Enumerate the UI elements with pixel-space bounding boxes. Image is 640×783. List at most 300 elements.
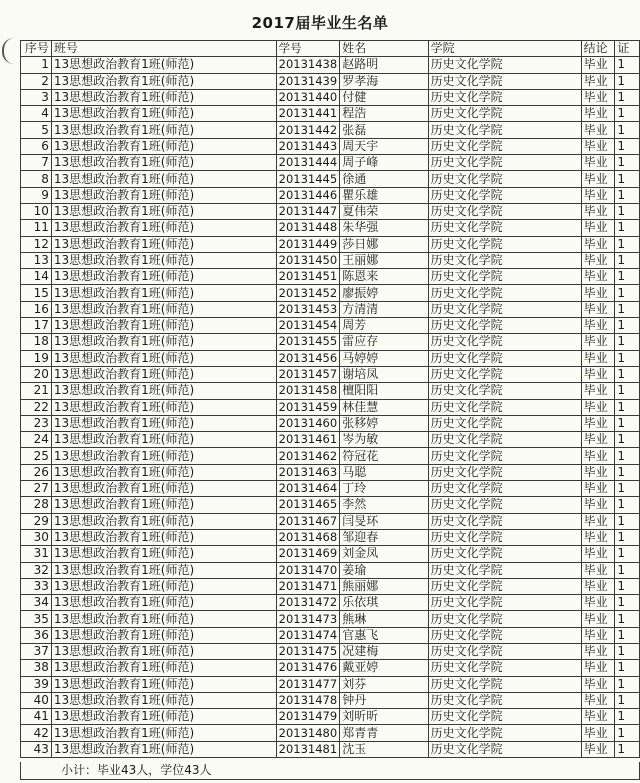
cell-extra: 1	[615, 497, 640, 513]
cell-result: 毕业	[581, 660, 615, 676]
cell-id: 20131470	[276, 562, 340, 578]
binding-mark	[2, 38, 20, 64]
cell-result: 毕业	[581, 546, 615, 562]
cell-result: 毕业	[581, 627, 615, 643]
cell-result: 毕业	[581, 432, 615, 448]
cell-class: 13思想政治教育1班(师范)	[51, 122, 276, 138]
table-row	[21, 692, 640, 708]
cell-college: 历史文化学院	[428, 725, 581, 741]
cell-id: 20131438	[276, 57, 340, 73]
cell-class: 13思想政治教育1班(师范)	[51, 89, 276, 105]
table-row	[21, 529, 640, 545]
table-row	[21, 546, 640, 562]
cell-extra: 1	[615, 709, 640, 725]
cell-no: 5	[21, 122, 52, 138]
cell-id: 20131458	[276, 383, 340, 399]
cell-no: 26	[21, 464, 52, 480]
cell-result: 毕业	[581, 269, 615, 285]
table-row	[21, 383, 640, 399]
header-no: 序号	[21, 41, 52, 57]
cell-name: 刘芬	[340, 676, 428, 692]
cell-no: 33	[21, 578, 52, 594]
table-row	[21, 122, 640, 138]
cell-college: 历史文化学院	[428, 546, 581, 562]
cell-class: 13思想政治教育1班(师范)	[51, 643, 276, 659]
cell-no: 19	[21, 350, 52, 366]
cell-id: 20131439	[276, 73, 340, 89]
cell-extra: 1	[615, 415, 640, 431]
cell-extra: 1	[615, 546, 640, 562]
cell-result: 毕业	[581, 171, 615, 187]
cell-college: 历史文化学院	[428, 481, 581, 497]
cell-result: 毕业	[581, 366, 615, 382]
cell-name: 周天宇	[340, 138, 428, 154]
cell-result: 毕业	[581, 415, 615, 431]
cell-id: 20131456	[276, 350, 340, 366]
cell-college: 历史文化学院	[428, 676, 581, 692]
cell-extra: 1	[615, 692, 640, 708]
cell-extra: 1	[615, 660, 640, 676]
cell-extra: 1	[615, 432, 640, 448]
table-row	[21, 318, 640, 334]
cell-no: 20	[21, 366, 52, 382]
cell-result: 毕业	[581, 89, 615, 105]
cell-result: 毕业	[581, 236, 615, 252]
cell-name: 马聪	[340, 464, 428, 480]
table-row	[21, 106, 640, 122]
cell-class: 13思想政治教育1班(师范)	[51, 709, 276, 725]
cell-name: 况建梅	[340, 643, 428, 659]
table-row	[21, 464, 640, 480]
cell-id: 20131467	[276, 513, 340, 529]
cell-result: 毕业	[581, 301, 615, 317]
cell-extra: 1	[615, 171, 640, 187]
cell-extra: 1	[615, 155, 640, 171]
cell-class: 13思想政治教育1班(师范)	[51, 57, 276, 73]
table-row	[21, 513, 640, 529]
cell-name: 赵路明	[340, 57, 428, 73]
cell-no: 24	[21, 432, 52, 448]
table-row	[21, 187, 640, 203]
cell-class: 13思想政治教育1班(师范)	[51, 448, 276, 464]
cell-id: 20131464	[276, 481, 340, 497]
cell-result: 毕业	[581, 529, 615, 545]
cell-class: 13思想政治教育1班(师范)	[51, 611, 276, 627]
cell-college: 历史文化学院	[428, 513, 581, 529]
cell-extra: 1	[615, 513, 640, 529]
cell-extra: 1	[615, 318, 640, 334]
table-row	[21, 725, 640, 741]
cell-class: 13思想政治教育1班(师范)	[51, 595, 276, 611]
cell-result: 毕业	[581, 350, 615, 366]
cell-name: 岑为敏	[340, 432, 428, 448]
cell-class: 13思想政治教育1班(师范)	[51, 513, 276, 529]
cell-college: 历史文化学院	[428, 497, 581, 513]
cell-class: 13思想政治教育1班(师范)	[51, 318, 276, 334]
cell-extra: 1	[615, 334, 640, 350]
cell-class: 13思想政治教育1班(师范)	[51, 497, 276, 513]
header-college: 学院	[428, 41, 581, 57]
cell-college: 历史文化学院	[428, 415, 581, 431]
cell-name: 闫旻环	[340, 513, 428, 529]
cell-id: 20131455	[276, 334, 340, 350]
cell-class: 13思想政治教育1班(师范)	[51, 432, 276, 448]
cell-class: 13思想政治教育1班(师范)	[51, 578, 276, 594]
cell-result: 毕业	[581, 497, 615, 513]
cell-college: 历史文化学院	[428, 236, 581, 252]
cell-extra: 1	[615, 595, 640, 611]
cell-no: 22	[21, 399, 52, 415]
cell-college: 历史文化学院	[428, 203, 581, 219]
cell-name: 官惠飞	[340, 627, 428, 643]
cell-result: 毕业	[581, 399, 615, 415]
cell-name: 刘金凤	[340, 546, 428, 562]
cell-id: 20131481	[276, 741, 340, 757]
table-row	[21, 57, 640, 73]
cell-name: 张移婷	[340, 415, 428, 431]
cell-result: 毕业	[581, 595, 615, 611]
cell-name: 林佳慧	[340, 399, 428, 415]
cell-name: 莎日娜	[340, 236, 428, 252]
cell-class: 13思想政治教育1班(师范)	[51, 187, 276, 203]
cell-result: 毕业	[581, 252, 615, 268]
cell-name: 罗孝海	[340, 73, 428, 89]
table-row	[21, 171, 640, 187]
cell-college: 历史文化学院	[428, 366, 581, 382]
table-row	[21, 301, 640, 317]
cell-name: 王丽娜	[340, 252, 428, 268]
cell-college: 历史文化学院	[428, 106, 581, 122]
cell-extra: 1	[615, 138, 640, 154]
cell-college: 历史文化学院	[428, 660, 581, 676]
cell-name: 姜瑜	[340, 562, 428, 578]
cell-id: 20131443	[276, 138, 340, 154]
cell-result: 毕业	[581, 692, 615, 708]
cell-id: 20131480	[276, 725, 340, 741]
cell-no: 16	[21, 301, 52, 317]
cell-id: 20131451	[276, 269, 340, 285]
table-row	[21, 415, 640, 431]
cell-college: 历史文化学院	[428, 692, 581, 708]
cell-result: 毕业	[581, 513, 615, 529]
cell-extra: 1	[615, 529, 640, 545]
cell-id: 20131440	[276, 89, 340, 105]
table-row	[21, 481, 640, 497]
table-row	[21, 578, 640, 594]
cell-college: 历史文化学院	[428, 464, 581, 480]
cell-name: 陈恩来	[340, 269, 428, 285]
table-row	[21, 138, 640, 154]
cell-no: 12	[21, 236, 52, 252]
cell-class: 13思想政治教育1班(师范)	[51, 285, 276, 301]
cell-name: 瞿乐雄	[340, 187, 428, 203]
table-body	[21, 57, 640, 758]
cell-no: 15	[21, 285, 52, 301]
cell-class: 13思想政治教育1班(师范)	[51, 725, 276, 741]
cell-name: 熊丽娜	[340, 578, 428, 594]
cell-no: 21	[21, 383, 52, 399]
cell-no: 37	[21, 643, 52, 659]
cell-id: 20131476	[276, 660, 340, 676]
cell-result: 毕业	[581, 106, 615, 122]
table-row	[21, 220, 640, 236]
cell-extra: 1	[615, 464, 640, 480]
cell-college: 历史文化学院	[428, 334, 581, 350]
cell-extra: 1	[615, 399, 640, 415]
cell-college: 历史文化学院	[428, 595, 581, 611]
cell-id: 20131468	[276, 529, 340, 545]
cell-no: 7	[21, 155, 52, 171]
cell-college: 历史文化学院	[428, 709, 581, 725]
cell-college: 历史文化学院	[428, 220, 581, 236]
cell-name: 周芳	[340, 318, 428, 334]
graduate-table	[20, 40, 640, 758]
table-row	[21, 709, 640, 725]
cell-name: 乐依琪	[340, 595, 428, 611]
cell-no: 25	[21, 448, 52, 464]
cell-name: 程浩	[340, 106, 428, 122]
cell-class: 13思想政治教育1班(师范)	[51, 334, 276, 350]
cell-college: 历史文化学院	[428, 285, 581, 301]
cell-name: 熊琳	[340, 611, 428, 627]
cell-result: 毕业	[581, 611, 615, 627]
cell-college: 历史文化学院	[428, 350, 581, 366]
cell-college: 历史文化学院	[428, 627, 581, 643]
cell-class: 13思想政治教育1班(师范)	[51, 73, 276, 89]
table-row	[21, 334, 640, 350]
cell-no: 17	[21, 318, 52, 334]
cell-name: 邹迎春	[340, 529, 428, 545]
cell-no: 3	[21, 89, 52, 105]
cell-class: 13思想政治教育1班(师范)	[51, 546, 276, 562]
table-header-row	[21, 41, 640, 57]
cell-id: 20131444	[276, 155, 340, 171]
cell-result: 毕业	[581, 643, 615, 659]
header-class: 班号	[51, 41, 276, 57]
cell-name: 戴亚婷	[340, 660, 428, 676]
cell-class: 13思想政治教育1班(师范)	[51, 562, 276, 578]
cell-name: 徐通	[340, 171, 428, 187]
cell-id: 20131465	[276, 497, 340, 513]
cell-extra: 1	[615, 187, 640, 203]
cell-extra: 1	[615, 383, 640, 399]
cell-class: 13思想政治教育1班(师范)	[51, 481, 276, 497]
cell-college: 历史文化学院	[428, 578, 581, 594]
cell-result: 毕业	[581, 334, 615, 350]
cell-id: 20131461	[276, 432, 340, 448]
cell-college: 历史文化学院	[428, 171, 581, 187]
cell-result: 毕业	[581, 481, 615, 497]
cell-name: 刘昕昕	[340, 709, 428, 725]
cell-class: 13思想政治教育1班(师范)	[51, 301, 276, 317]
cell-no: 10	[21, 203, 52, 219]
cell-college: 历史文化学院	[428, 611, 581, 627]
header-id: 学号	[276, 41, 340, 57]
cell-id: 20131478	[276, 692, 340, 708]
cell-extra: 1	[615, 481, 640, 497]
table-row	[21, 627, 640, 643]
cell-name: 张磊	[340, 122, 428, 138]
cell-id: 20131477	[276, 676, 340, 692]
cell-name: 钟丹	[340, 692, 428, 708]
cell-result: 毕业	[581, 73, 615, 89]
cell-id: 20131469	[276, 546, 340, 562]
cell-no: 41	[21, 709, 52, 725]
cell-name: 李然	[340, 497, 428, 513]
subtotal-row: 小计：毕业43人，学位43人	[20, 762, 640, 780]
cell-id: 20131441	[276, 106, 340, 122]
cell-college: 历史文化学院	[428, 187, 581, 203]
table-row	[21, 497, 640, 513]
cell-id: 20131460	[276, 415, 340, 431]
cell-class: 13思想政治教育1班(师范)	[51, 106, 276, 122]
cell-class: 13思想政治教育1班(师范)	[51, 741, 276, 757]
cell-no: 4	[21, 106, 52, 122]
cell-no: 2	[21, 73, 52, 89]
cell-extra: 1	[615, 366, 640, 382]
cell-result: 毕业	[581, 203, 615, 219]
cell-name: 付健	[340, 89, 428, 105]
cell-extra: 1	[615, 350, 640, 366]
cell-id: 20131457	[276, 366, 340, 382]
cell-name: 丁玲	[340, 481, 428, 497]
table-row	[21, 741, 640, 757]
cell-class: 13思想政治教育1班(师范)	[51, 399, 276, 415]
table-row	[21, 399, 640, 415]
cell-extra: 1	[615, 301, 640, 317]
cell-extra: 1	[615, 203, 640, 219]
table-row	[21, 89, 640, 105]
cell-result: 毕业	[581, 741, 615, 757]
cell-college: 历史文化学院	[428, 252, 581, 268]
cell-no: 1	[21, 57, 52, 73]
cell-no: 36	[21, 627, 52, 643]
cell-class: 13思想政治教育1班(师范)	[51, 464, 276, 480]
cell-class: 13思想政治教育1班(师范)	[51, 269, 276, 285]
cell-id: 20131472	[276, 595, 340, 611]
cell-result: 毕业	[581, 709, 615, 725]
cell-id: 20131459	[276, 399, 340, 415]
cell-no: 38	[21, 660, 52, 676]
cell-name: 方清清	[340, 301, 428, 317]
cell-no: 32	[21, 562, 52, 578]
table-row	[21, 155, 640, 171]
cell-no: 9	[21, 187, 52, 203]
table-row	[21, 252, 640, 268]
table-row	[21, 269, 640, 285]
cell-college: 历史文化学院	[428, 529, 581, 545]
cell-result: 毕业	[581, 725, 615, 741]
cell-result: 毕业	[581, 57, 615, 73]
cell-class: 13思想政治教育1班(师范)	[51, 155, 276, 171]
cell-college: 历史文化学院	[428, 383, 581, 399]
cell-result: 毕业	[581, 448, 615, 464]
cell-college: 历史文化学院	[428, 643, 581, 659]
cell-name: 符冠花	[340, 448, 428, 464]
header-result: 结论	[581, 41, 615, 57]
cell-extra: 1	[615, 676, 640, 692]
cell-class: 13思想政治教育1班(师范)	[51, 692, 276, 708]
cell-college: 历史文化学院	[428, 73, 581, 89]
cell-no: 13	[21, 252, 52, 268]
table-row	[21, 660, 640, 676]
cell-no: 40	[21, 692, 52, 708]
table-row	[21, 73, 640, 89]
cell-no: 18	[21, 334, 52, 350]
cell-no: 39	[21, 676, 52, 692]
cell-class: 13思想政治教育1班(师范)	[51, 138, 276, 154]
cell-no: 35	[21, 611, 52, 627]
header-name: 姓名	[340, 41, 428, 57]
cell-extra: 1	[615, 73, 640, 89]
cell-id: 20131454	[276, 318, 340, 334]
cell-college: 历史文化学院	[428, 89, 581, 105]
cell-college: 历史文化学院	[428, 155, 581, 171]
cell-result: 毕业	[581, 187, 615, 203]
cell-class: 13思想政治教育1班(师范)	[51, 236, 276, 252]
table-row	[21, 448, 640, 464]
cell-no: 30	[21, 529, 52, 545]
cell-class: 13思想政治教育1班(师范)	[51, 627, 276, 643]
cell-college: 历史文化学院	[428, 562, 581, 578]
cell-no: 29	[21, 513, 52, 529]
cell-extra: 1	[615, 285, 640, 301]
cell-result: 毕业	[581, 464, 615, 480]
cell-name: 周子峰	[340, 155, 428, 171]
cell-name: 夏伟荣	[340, 203, 428, 219]
table-row	[21, 350, 640, 366]
cell-id: 20131475	[276, 643, 340, 659]
cell-id: 20131462	[276, 448, 340, 464]
cell-extra: 1	[615, 448, 640, 464]
cell-result: 毕业	[581, 318, 615, 334]
cell-college: 历史文化学院	[428, 138, 581, 154]
cell-no: 42	[21, 725, 52, 741]
cell-class: 13思想政治教育1班(师范)	[51, 383, 276, 399]
cell-id: 20131471	[276, 578, 340, 594]
cell-extra: 1	[615, 643, 640, 659]
cell-no: 11	[21, 220, 52, 236]
table-row	[21, 236, 640, 252]
cell-id: 20131453	[276, 301, 340, 317]
table-row	[21, 562, 640, 578]
cell-class: 13思想政治教育1班(师范)	[51, 366, 276, 382]
cell-extra: 1	[615, 236, 640, 252]
cell-result: 毕业	[581, 122, 615, 138]
cell-class: 13思想政治教育1班(师范)	[51, 415, 276, 431]
cell-id: 20131463	[276, 464, 340, 480]
cell-college: 历史文化学院	[428, 57, 581, 73]
cell-extra: 1	[615, 611, 640, 627]
cell-college: 历史文化学院	[428, 122, 581, 138]
cell-extra: 1	[615, 106, 640, 122]
cell-result: 毕业	[581, 285, 615, 301]
table-row	[21, 611, 640, 627]
cell-college: 历史文化学院	[428, 318, 581, 334]
cell-name: 雷应存	[340, 334, 428, 350]
cell-result: 毕业	[581, 138, 615, 154]
cell-no: 6	[21, 138, 52, 154]
cell-result: 毕业	[581, 383, 615, 399]
cell-result: 毕业	[581, 220, 615, 236]
table-row	[21, 203, 640, 219]
cell-class: 13思想政治教育1班(师范)	[51, 660, 276, 676]
table-row	[21, 676, 640, 692]
cell-college: 历史文化学院	[428, 448, 581, 464]
table-row	[21, 366, 640, 382]
cell-extra: 1	[615, 725, 640, 741]
cell-name: 沈玉	[340, 741, 428, 757]
